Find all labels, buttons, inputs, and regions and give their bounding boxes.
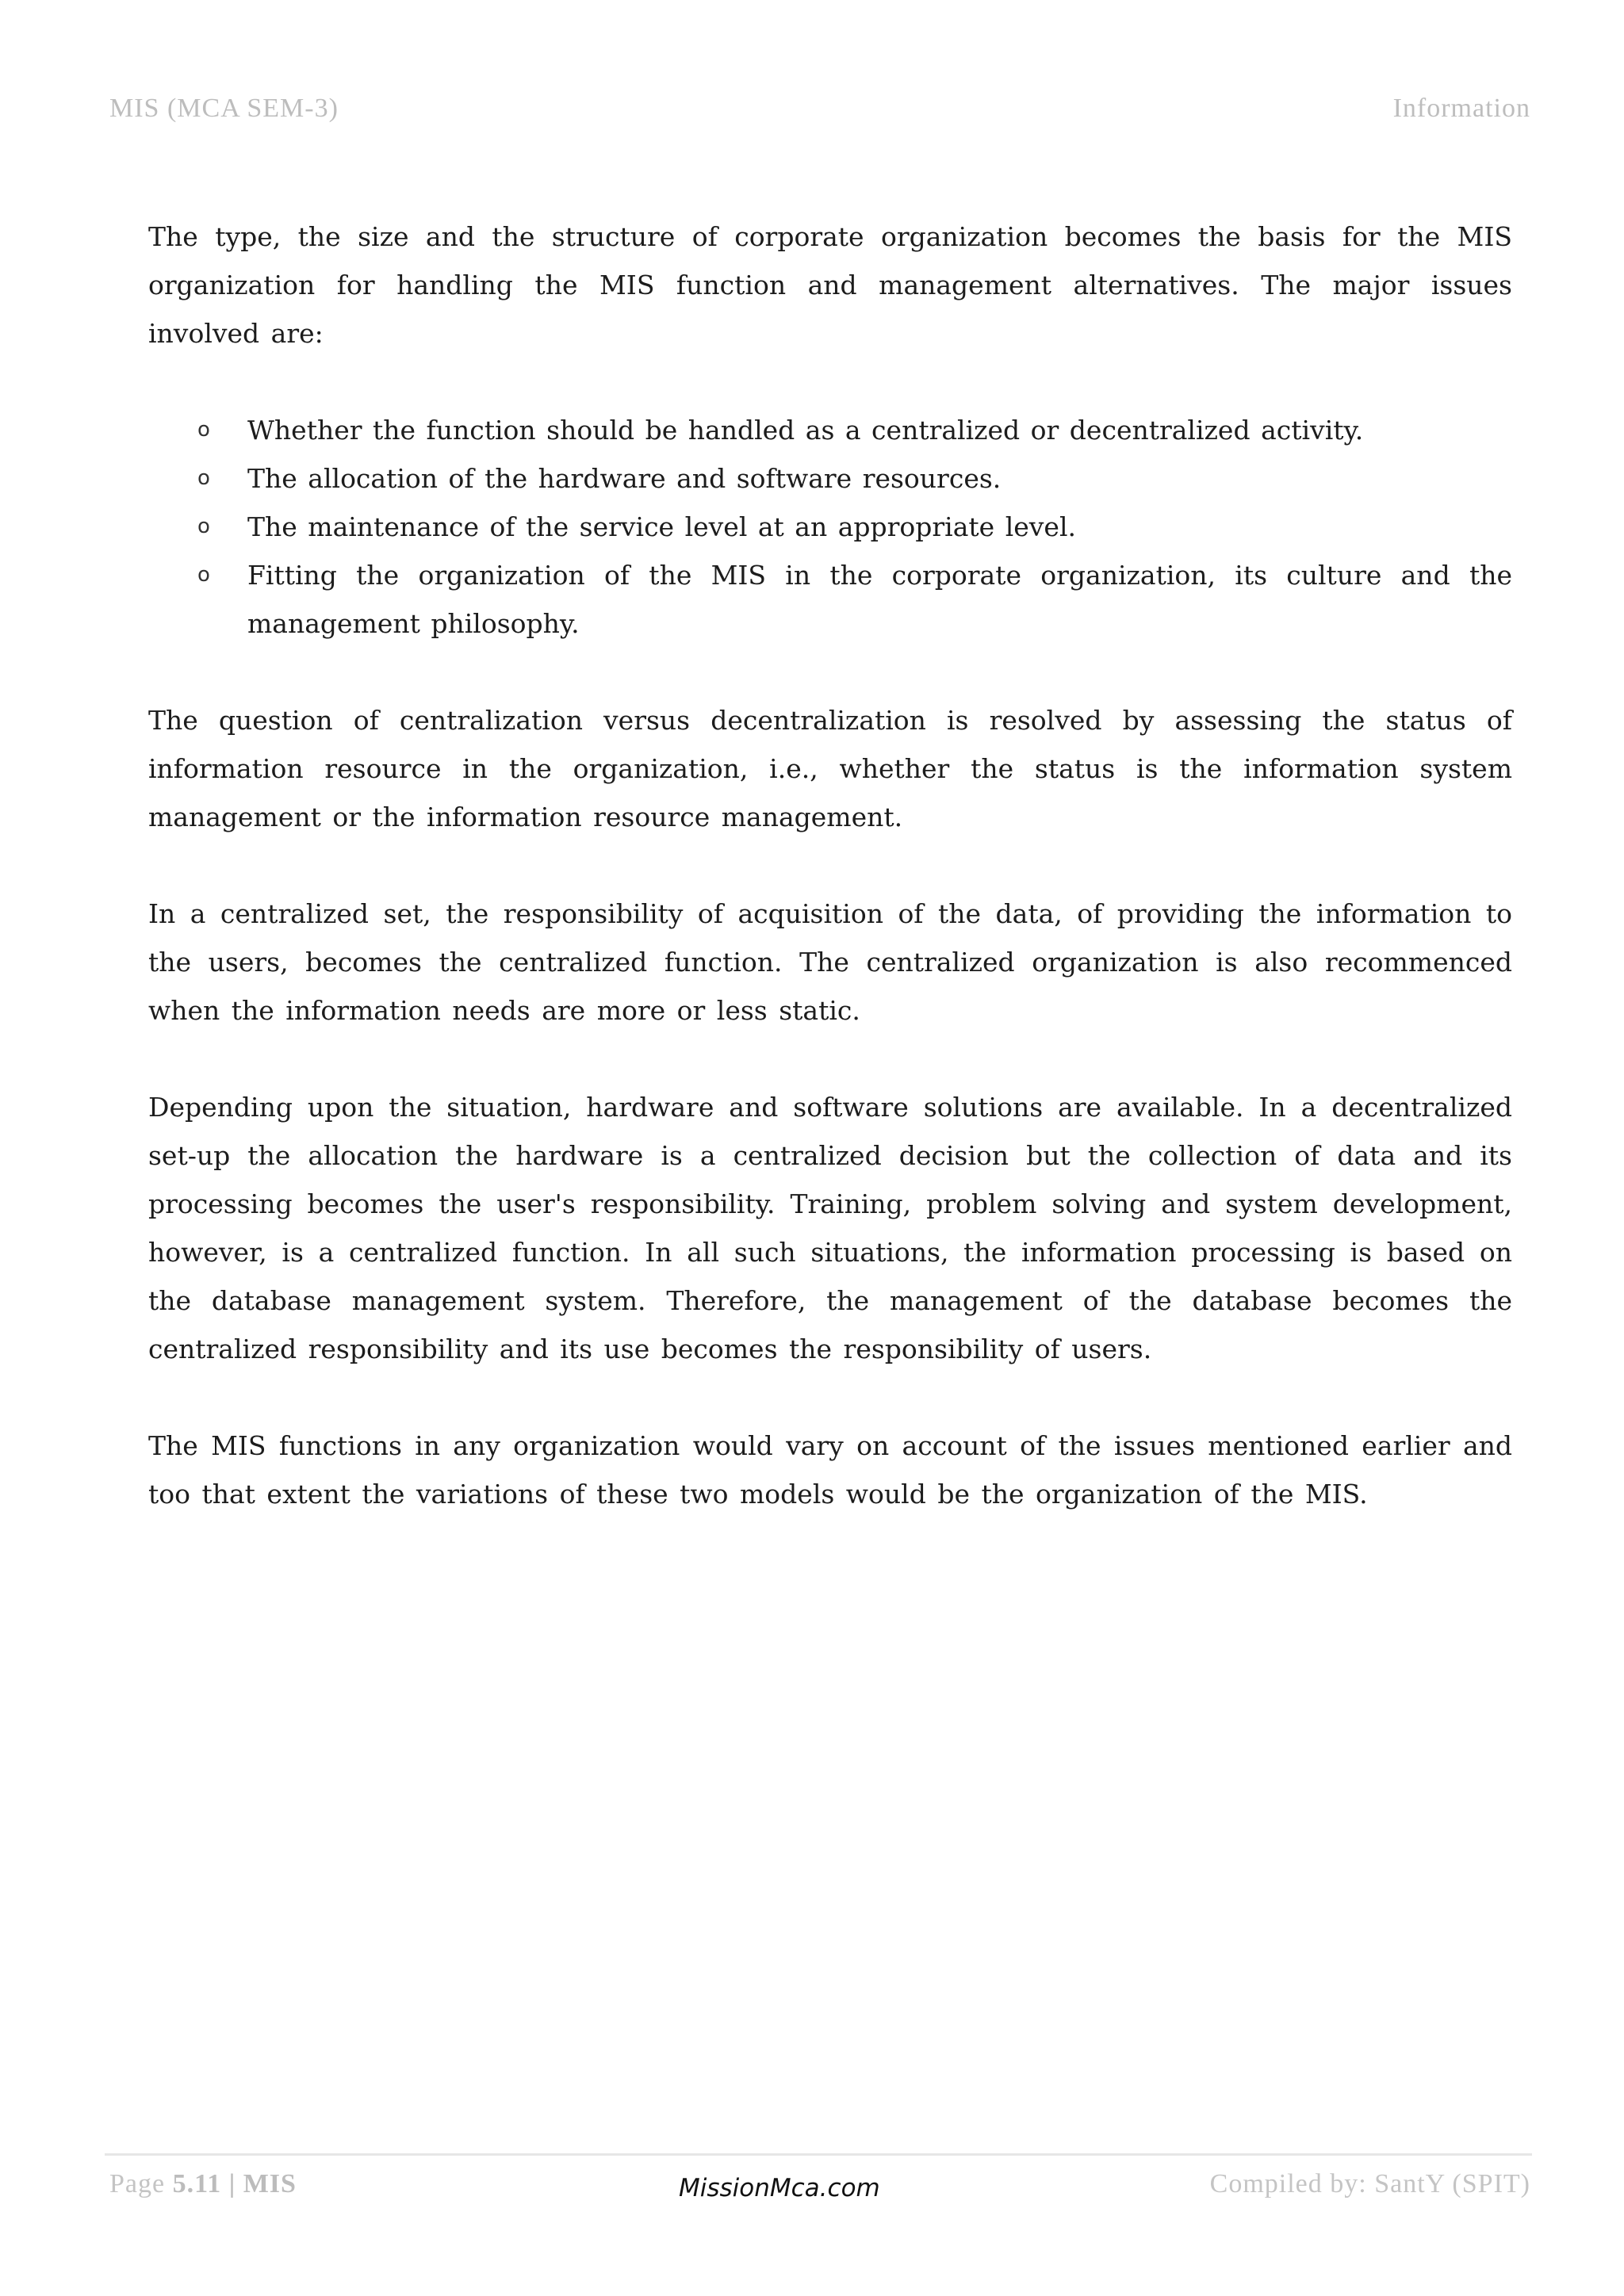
footer-logo: MissionMca.com xyxy=(679,2174,880,2202)
list-item xyxy=(148,454,1512,503)
circle-bullet-icon: o xyxy=(197,466,210,490)
header-course: MIS (MCA SEM-3) xyxy=(109,94,339,123)
list-item xyxy=(148,503,1512,551)
body-paragraph: The question of centralization versus decentralization is resolved by assessing the status of information resource in the organization, i.e., whether the status is the information system management or the information resource management. xyxy=(148,705,1512,832)
footer-divider xyxy=(105,2153,1532,2156)
circle-bullet-icon: o xyxy=(197,563,210,587)
footer-page-label xyxy=(109,2169,297,2199)
list-item-text: The allocation of the hardware and software resources. xyxy=(247,463,1002,494)
header-chapter: Information xyxy=(1392,94,1530,123)
list-item xyxy=(148,406,1512,454)
footer-page-prefix: Page xyxy=(109,2169,173,2198)
intro-paragraph: The type, the size and the structure of corporate organization becomes the basis for the MIS organization for handling the MIS function and management alternatives. The major issues involved are: xyxy=(148,221,1512,349)
footer-page-number: 5.11 xyxy=(172,2169,222,2198)
page-footer xyxy=(109,2169,1530,2217)
issues-list xyxy=(148,406,1512,648)
list-item-text: Fitting the organization of the MIS in the corporate organization, its culture and the management philosophy. xyxy=(247,560,1512,639)
footer-compiled-by: Compiled by: SantY (SPIT) xyxy=(1209,2169,1530,2198)
page-header xyxy=(109,94,1530,133)
body-paragraph: Depending upon the situation, hardware and software solutions are available. In a decentralized set-up the allocation the hardware is a centralized decision but the collection of data and its processing becomes the user's responsibility. Training, problem solving and system development, however, is a centralized function. In all such situations, the information processing is based on the database management system. Therefore, the management of the database becomes the centralized responsibility and its use becomes the responsibility of users. xyxy=(148,1092,1512,1364)
footer-page-suffix: | MIS xyxy=(221,2169,297,2198)
circle-bullet-icon: o xyxy=(197,515,210,538)
body-paragraph: In a centralized set, the responsibility of acquisition of the data, of providing the information to the users, becomes the centralized function. The centralized organization is also recommenced when the information needs are more or less static. xyxy=(148,898,1512,1026)
body-paragraph: The MIS functions in any organization would vary on account of the issues mentioned earlier and too that extent the variations of these two models would be the organization of the MIS. xyxy=(148,1430,1512,1510)
circle-bullet-icon: o xyxy=(197,418,210,442)
list-item xyxy=(148,551,1512,648)
list-item-text: The maintenance of the service level at an appropriate level. xyxy=(247,511,1076,542)
list-item-text: Whether the function should be handled as a centralized or decentralized activity. xyxy=(247,415,1364,446)
page-body xyxy=(148,212,1512,1567)
